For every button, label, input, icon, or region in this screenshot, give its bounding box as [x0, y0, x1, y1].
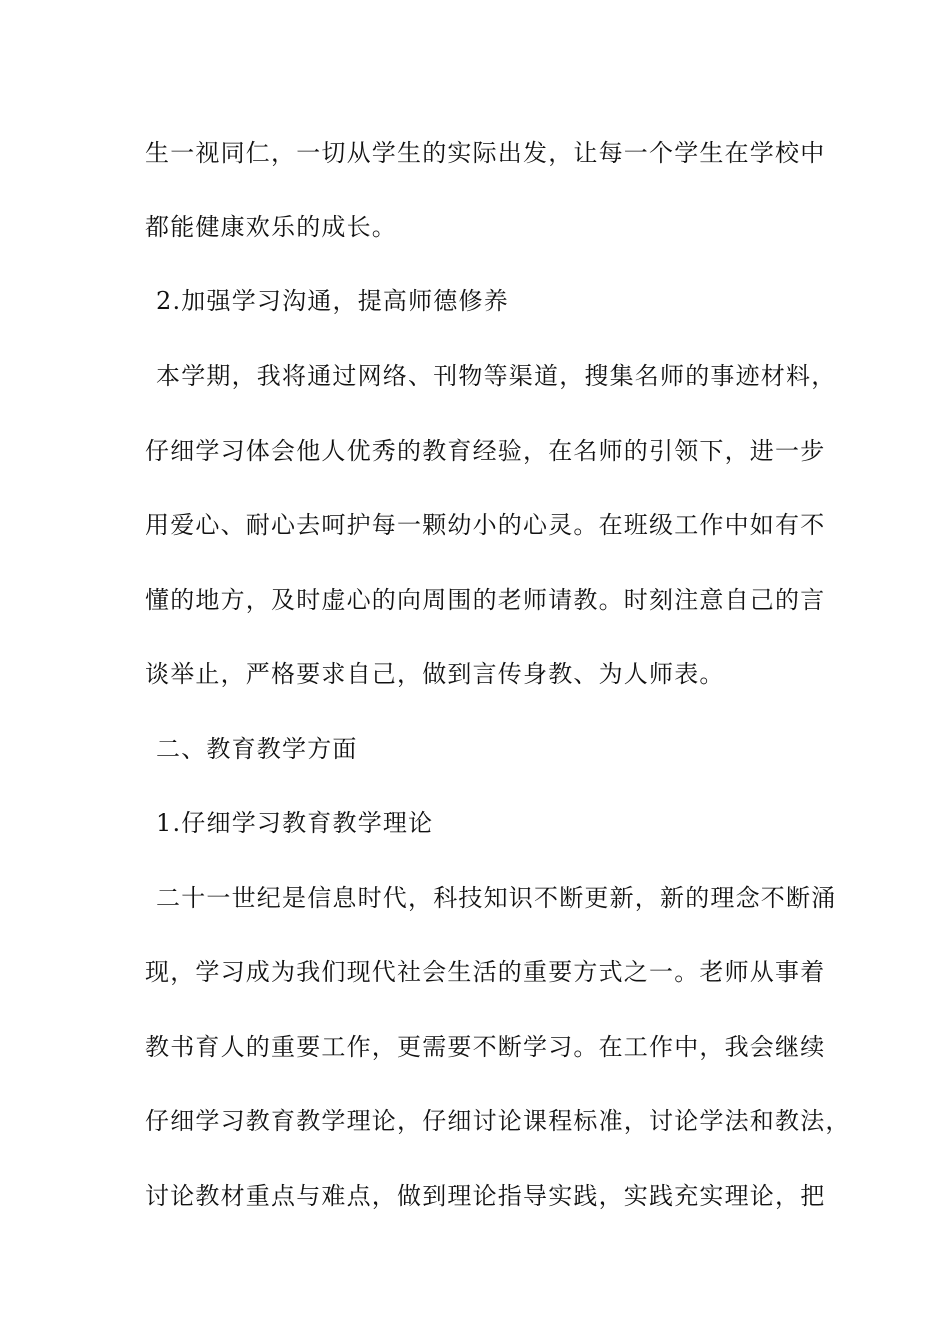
- paragraph-line: 本学期，我将通过网络、刊物等渠道，搜集名师的事迹材料，: [156, 362, 837, 390]
- section-heading: 2.加强学习沟通，提高师德修养: [156, 287, 509, 315]
- paragraph-line: 现，学习成为我们现代社会生活的重要方式之一。老师从事着: [145, 958, 826, 986]
- paragraph-line: 二十一世纪是信息时代，科技知识不断更新，新的理念不断涌: [156, 884, 837, 912]
- paragraph-line: 讨论教材重点与难点，做到理论指导实践，实践充实理论，把: [145, 1182, 826, 1210]
- paragraph-line: 用爱心、耐心去呵护每一颗幼小的心灵。在班级工作中如有不: [145, 511, 826, 539]
- section-heading: 二、教育教学方面: [156, 735, 358, 763]
- paragraph-line: 仔细学习体会他人优秀的教育经验，在名师的引领下，进一步: [145, 437, 826, 465]
- paragraph-line: 都能健康欢乐的成长。: [145, 213, 397, 241]
- paragraph-line: 懂的地方，及时虚心的向周围的老师请教。时刻注意自己的言: [145, 586, 826, 614]
- paragraph-line: 谈举止，严格要求自己，做到言传身教、为人师表。: [145, 660, 725, 688]
- paragraph-line: 仔细学习教育教学理论，仔细讨论课程标准，讨论学法和教法，: [145, 1107, 851, 1135]
- paragraph-line: 生一视同仁，一切从学生的实际出发，让每一个学生在学校中: [145, 139, 826, 167]
- section-heading: 1.仔细学习教育教学理论: [156, 809, 434, 837]
- paragraph-line: 教书育人的重要工作，更需要不断学习。在工作中，我会继续: [145, 1033, 826, 1061]
